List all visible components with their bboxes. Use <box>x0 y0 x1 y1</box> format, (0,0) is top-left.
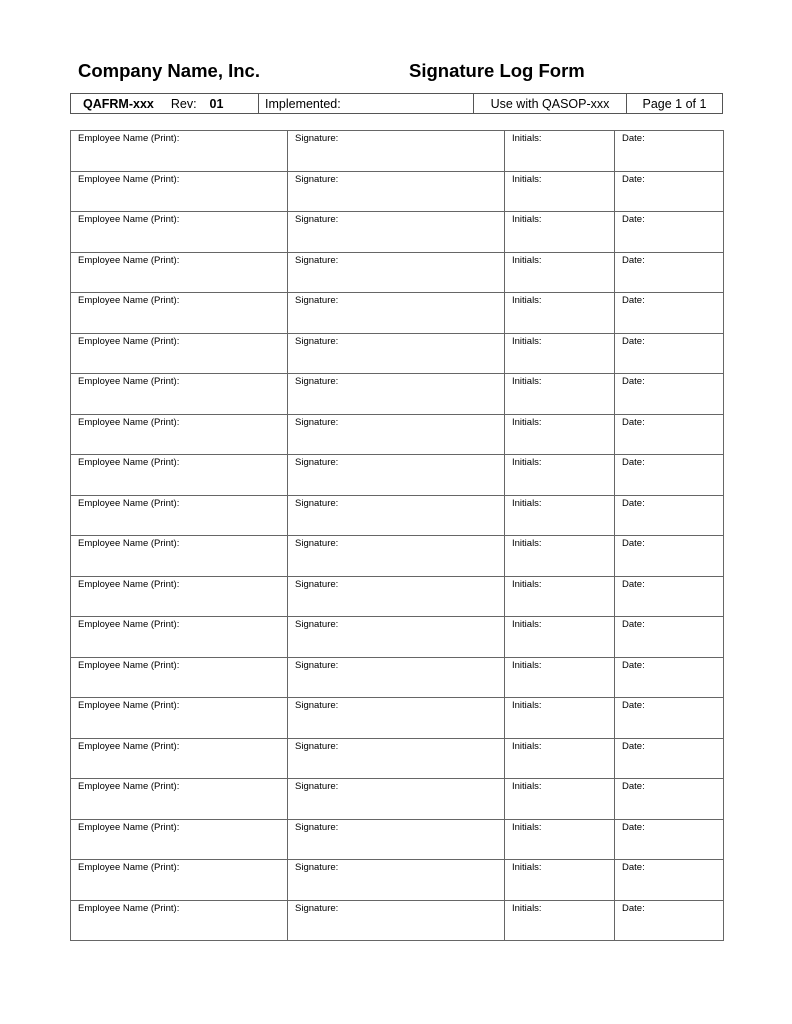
signature-label: Signature: <box>295 214 339 225</box>
date-field[interactable] <box>615 374 724 415</box>
date-label: Date: <box>622 173 645 185</box>
date-field[interactable] <box>615 819 724 860</box>
signature-field[interactable] <box>288 414 505 455</box>
date-field[interactable] <box>615 698 724 739</box>
employee-name-field[interactable] <box>71 576 288 617</box>
date-field[interactable] <box>615 536 724 577</box>
table-row <box>71 617 724 658</box>
page-number: Page 1 of 1 <box>642 96 707 111</box>
signature-field[interactable] <box>288 495 505 536</box>
date-label: Date: <box>622 497 645 509</box>
employee-name-field[interactable] <box>71 131 288 172</box>
date-label: Date: <box>622 740 645 752</box>
rev-label: Rev: <box>170 96 197 111</box>
initials-field[interactable] <box>505 900 615 941</box>
signature-field[interactable] <box>288 819 505 860</box>
initials-label: Initials: <box>512 538 542 549</box>
date-label: Date: <box>622 416 645 428</box>
initials-field[interactable] <box>505 819 615 860</box>
signature-field[interactable] <box>288 900 505 941</box>
initials-label: Initials: <box>512 416 542 428</box>
signature-label: Signature: <box>295 619 339 630</box>
initials-label: Initials: <box>512 457 542 468</box>
employee-name-label: Employee Name (Print): <box>78 740 180 752</box>
date-field[interactable] <box>615 333 724 374</box>
signature-label: Signature: <box>295 173 339 185</box>
date-field[interactable] <box>615 414 724 455</box>
initials-label: Initials: <box>512 740 542 752</box>
employee-name-label: Employee Name (Print): <box>78 173 180 185</box>
signature-label: Signature: <box>295 335 339 347</box>
signature-field[interactable] <box>288 374 505 415</box>
date-label: Date: <box>622 578 645 590</box>
date-label: Date: <box>622 457 645 468</box>
rev-value: 01 <box>209 96 224 111</box>
table-row <box>71 374 724 415</box>
date-field[interactable] <box>615 455 724 496</box>
initials-label: Initials: <box>512 254 542 266</box>
employee-name-field[interactable] <box>71 212 288 253</box>
date-label: Date: <box>622 376 645 387</box>
initials-label: Initials: <box>512 335 542 347</box>
date-field[interactable] <box>615 860 724 901</box>
employee-name-label: Employee Name (Print): <box>78 254 180 266</box>
table-row <box>71 455 724 496</box>
signature-label: Signature: <box>295 497 339 509</box>
signature-log-body <box>71 131 724 941</box>
date-field[interactable] <box>615 738 724 779</box>
signature-log-table <box>70 130 724 941</box>
employee-name-field[interactable] <box>71 738 288 779</box>
initials-field[interactable] <box>505 171 615 212</box>
date-field[interactable] <box>615 212 724 253</box>
initials-label: Initials: <box>512 173 542 185</box>
employee-name-field[interactable] <box>71 374 288 415</box>
signature-label: Signature: <box>295 295 339 306</box>
date-field[interactable] <box>615 131 724 172</box>
employee-name-label: Employee Name (Print): <box>78 619 180 630</box>
initials-label: Initials: <box>512 862 542 873</box>
signature-label: Signature: <box>295 376 339 387</box>
signature-field[interactable] <box>288 131 505 172</box>
initials-label: Initials: <box>512 619 542 630</box>
signature-field[interactable] <box>288 536 505 577</box>
initials-field[interactable] <box>505 860 615 901</box>
employee-name-field[interactable] <box>71 860 288 901</box>
initials-field[interactable] <box>505 131 615 172</box>
date-label: Date: <box>622 781 645 792</box>
implemented-cell[interactable] <box>259 94 474 114</box>
signature-label: Signature: <box>295 700 339 711</box>
implemented-label: Implemented: <box>265 96 341 111</box>
signature-field[interactable] <box>288 779 505 820</box>
table-row <box>71 536 724 577</box>
employee-name-label: Employee Name (Print): <box>78 821 180 833</box>
date-field[interactable] <box>615 779 724 820</box>
date-field[interactable] <box>615 657 724 698</box>
initials-field[interactable] <box>505 293 615 334</box>
employee-name-label: Employee Name (Print): <box>78 781 180 792</box>
page-number-cell <box>627 94 723 114</box>
signature-field[interactable] <box>288 455 505 496</box>
table-row <box>71 293 724 334</box>
date-field[interactable] <box>615 617 724 658</box>
table-row <box>71 252 724 293</box>
signature-label: Signature: <box>295 740 339 752</box>
signature-field[interactable] <box>288 738 505 779</box>
signature-field[interactable] <box>288 576 505 617</box>
table-row <box>71 900 724 941</box>
employee-name-label: Employee Name (Print): <box>78 376 180 387</box>
table-row <box>71 698 724 739</box>
employee-name-field[interactable] <box>71 536 288 577</box>
employee-name-field[interactable] <box>71 900 288 941</box>
initials-label: Initials: <box>512 659 542 671</box>
date-field[interactable] <box>615 252 724 293</box>
date-label: Date: <box>622 538 645 549</box>
employee-name-label: Employee Name (Print): <box>78 497 180 509</box>
employee-name-label: Employee Name (Print): <box>78 578 180 590</box>
initials-field[interactable] <box>505 414 615 455</box>
employee-name-field[interactable] <box>71 252 288 293</box>
table-row <box>71 738 724 779</box>
employee-name-label: Employee Name (Print): <box>78 902 180 914</box>
employee-name-field[interactable] <box>71 333 288 374</box>
signature-field[interactable] <box>288 698 505 739</box>
initials-field[interactable] <box>505 252 615 293</box>
table-row <box>71 171 724 212</box>
table-row <box>71 212 724 253</box>
initials-label: Initials: <box>512 133 542 144</box>
employee-name-field[interactable] <box>71 293 288 334</box>
employee-name-label: Employee Name (Print): <box>78 457 180 468</box>
initials-field[interactable] <box>505 212 615 253</box>
employee-name-label: Employee Name (Print): <box>78 862 180 873</box>
date-label: Date: <box>622 619 645 630</box>
signature-label: Signature: <box>295 659 339 671</box>
employee-name-field[interactable] <box>71 819 288 860</box>
initials-label: Initials: <box>512 821 542 833</box>
date-field[interactable] <box>615 576 724 617</box>
employee-name-field[interactable] <box>71 779 288 820</box>
date-label: Date: <box>622 254 645 266</box>
form-title: Signature Log Form <box>409 60 585 81</box>
signature-field[interactable] <box>288 171 505 212</box>
signature-label: Signature: <box>295 133 339 144</box>
initials-label: Initials: <box>512 578 542 590</box>
table-row <box>71 779 724 820</box>
initials-field[interactable] <box>505 617 615 658</box>
date-label: Date: <box>622 133 645 144</box>
employee-name-label: Employee Name (Print): <box>78 416 180 428</box>
signature-field[interactable] <box>288 333 505 374</box>
date-label: Date: <box>622 700 645 711</box>
employee-name-label: Employee Name (Print): <box>78 214 180 225</box>
date-field[interactable] <box>615 495 724 536</box>
date-label: Date: <box>622 862 645 873</box>
form-code-cell <box>71 94 259 114</box>
date-label: Date: <box>622 821 645 833</box>
employee-name-label: Employee Name (Print): <box>78 538 180 549</box>
date-field[interactable] <box>615 171 724 212</box>
signature-field[interactable] <box>288 617 505 658</box>
initials-field[interactable] <box>505 576 615 617</box>
employee-name-label: Employee Name (Print): <box>78 133 180 144</box>
date-label: Date: <box>622 295 645 306</box>
signature-label: Signature: <box>295 862 339 873</box>
employee-name-field[interactable] <box>71 171 288 212</box>
employee-name-label: Employee Name (Print): <box>78 659 180 671</box>
signature-field[interactable] <box>288 252 505 293</box>
table-row <box>71 495 724 536</box>
table-row <box>71 819 724 860</box>
initials-field[interactable] <box>505 657 615 698</box>
table-row <box>71 131 724 172</box>
date-label: Date: <box>622 335 645 347</box>
table-row <box>71 860 724 901</box>
signature-field[interactable] <box>288 293 505 334</box>
initials-label: Initials: <box>512 902 542 914</box>
initials-field[interactable] <box>505 738 615 779</box>
signature-field[interactable] <box>288 657 505 698</box>
initials-field[interactable] <box>505 495 615 536</box>
signature-field[interactable] <box>288 212 505 253</box>
initials-label: Initials: <box>512 497 542 509</box>
date-field[interactable] <box>615 900 724 941</box>
signature-field[interactable] <box>288 860 505 901</box>
form-info-bar <box>70 93 723 114</box>
date-label: Date: <box>622 902 645 914</box>
initials-field[interactable] <box>505 536 615 577</box>
initials-field[interactable] <box>505 333 615 374</box>
initials-field[interactable] <box>505 779 615 820</box>
initials-label: Initials: <box>512 214 542 225</box>
signature-label: Signature: <box>295 821 339 833</box>
table-row <box>71 414 724 455</box>
employee-name-field[interactable] <box>71 698 288 739</box>
use-with-cell <box>474 94 627 114</box>
employee-name-field[interactable] <box>71 617 288 658</box>
signature-label: Signature: <box>295 578 339 590</box>
table-row <box>71 576 724 617</box>
employee-name-field[interactable] <box>71 414 288 455</box>
date-label: Date: <box>622 214 645 225</box>
employee-name-field[interactable] <box>71 455 288 496</box>
date-field[interactable] <box>615 293 724 334</box>
table-row <box>71 333 724 374</box>
employee-name-field[interactable] <box>71 657 288 698</box>
employee-name-label: Employee Name (Print): <box>78 700 180 711</box>
initials-label: Initials: <box>512 700 542 711</box>
signature-label: Signature: <box>295 457 339 468</box>
initials-field[interactable] <box>505 374 615 415</box>
signature-label: Signature: <box>295 902 339 914</box>
initials-label: Initials: <box>512 295 542 306</box>
employee-name-field[interactable] <box>71 495 288 536</box>
signature-label: Signature: <box>295 254 339 266</box>
signature-label: Signature: <box>295 781 339 792</box>
signature-label: Signature: <box>295 538 339 549</box>
signature-label: Signature: <box>295 416 339 428</box>
table-row <box>71 657 724 698</box>
employee-name-label: Employee Name (Print): <box>78 335 180 347</box>
company-name: Company Name, Inc. <box>78 60 260 81</box>
use-with-label: Use with QASOP-xxx <box>490 96 610 111</box>
initials-field[interactable] <box>505 455 615 496</box>
initials-field[interactable] <box>505 698 615 739</box>
employee-name-label: Employee Name (Print): <box>78 295 180 306</box>
date-label: Date: <box>622 659 645 671</box>
form-code: QAFRM-xxx <box>83 96 154 111</box>
initials-label: Initials: <box>512 781 542 792</box>
initials-label: Initials: <box>512 376 542 387</box>
